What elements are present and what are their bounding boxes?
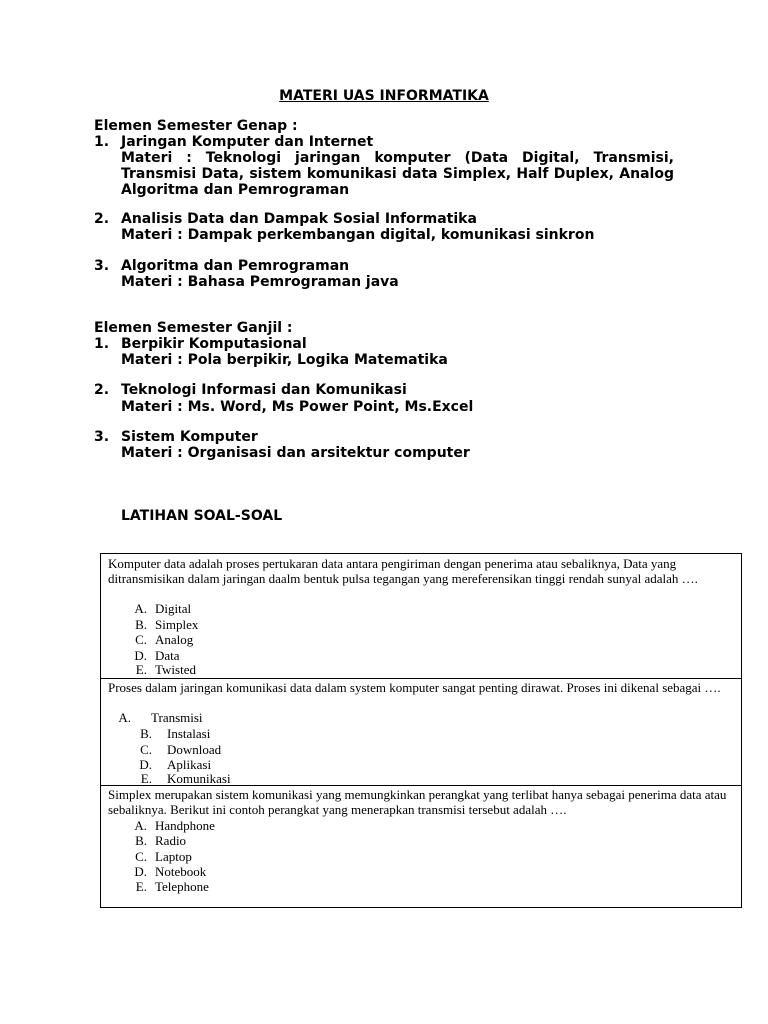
genap-item-1-materi: Materi : Teknologi jaringan komputer (Data Digital, Transmisi, Transmisi Data, sistem komunikasi data Simplex, Half Duplex, Analog Algoritma dan Pemrograman	[121, 150, 674, 198]
question-1-option-e: Twisted	[155, 662, 196, 677]
question-2-option-c-letter: C.	[140, 742, 152, 757]
question-2-option-e: Komunikasi	[167, 771, 231, 786]
question-2-option-d: Aplikasi	[167, 757, 212, 772]
question-1-option-a-letter: A.	[134, 601, 147, 616]
question-2-option-b-letter: B.	[140, 726, 152, 741]
question-2-option-d-letter: D.	[139, 757, 152, 772]
genap-item-2-title: Analisis Data dan Dampak Sosial Informatika	[121, 211, 477, 227]
semester-ganjil-label: Elemen Semester Ganjil :	[94, 320, 293, 336]
question-1-option-b-letter: B.	[135, 617, 147, 632]
question-1-option-c: Analog	[155, 632, 194, 647]
question-3-option-d: Notebook	[155, 864, 207, 879]
question-3-option-c: Laptop	[155, 849, 192, 864]
question-2-text: Proses dalam jaringan komunikasi data dalam system komputer sangat penting dirawat. Proses ini dikenal sebagai ….	[108, 680, 721, 695]
question-1-option-d: Data	[155, 648, 180, 663]
question-2-option-a-letter: A.	[118, 710, 131, 725]
genap-item-3-materi: Materi : Bahasa Pemrograman java	[121, 274, 399, 290]
document-title: MATERI UAS INFORMATIKA	[279, 88, 489, 104]
ganjil-item-2-materi: Materi : Ms. Word, Ms Power Point, Ms.Excel	[121, 399, 474, 415]
question-2-cell	[101, 678, 741, 785]
question-3-option-e-letter: E.	[135, 879, 147, 894]
question-1-option-e-letter: E.	[135, 662, 147, 677]
ganjil-item-1-materi: Materi : Pola berpikir, Logika Matematika	[121, 352, 448, 368]
semester-genap-label: Elemen Semester Genap :	[94, 118, 298, 134]
question-1-option-a: Digital	[155, 601, 192, 616]
question-1-option-b: Simplex	[155, 617, 199, 632]
ganjil-item-2-title: Teknologi Informasi dan Komunikasi	[121, 382, 407, 398]
question-3-cell	[101, 785, 741, 908]
question-3-option-b: Radio	[155, 833, 187, 848]
question-2-option-e-letter: E.	[140, 771, 152, 786]
question-3-option-a: Handphone	[155, 818, 215, 833]
question-2-option-a: Transmisi	[151, 710, 203, 725]
question-1-option-c-letter: C.	[135, 632, 147, 647]
question-2-option-c: Download	[167, 742, 222, 757]
question-3-option-c-letter: C.	[135, 849, 147, 864]
ganjil-item-1-title: Berpikir Komputasional	[121, 336, 307, 352]
question-3-option-a-letter: A.	[134, 818, 147, 833]
ganjil-item-2-number: 2.	[94, 382, 110, 398]
genap-item-1-title: Jaringan Komputer dan Internet	[121, 134, 374, 150]
ganjil-item-3-materi: Materi : Organisasi dan arsitektur computer	[121, 445, 470, 461]
question-3-option-e: Telephone	[155, 879, 209, 894]
question-3-text: Simplex merupakan sistem komunikasi yang memungkinkan perangkat yang terlibat hanya sebagai penerima data atau sebaliknya. Berikut ini contoh perangkat yang menerapkan transmisi tersebut adalah ….	[108, 787, 727, 817]
genap-item-2-number: 2.	[94, 211, 110, 227]
genap-item-1-number: 1.	[94, 134, 110, 150]
genap-item-2-materi: Materi : Dampak perkembangan digital, komunikasi sinkron	[121, 227, 595, 243]
ganjil-item-1-number: 1.	[94, 336, 110, 352]
latihan-heading: LATIHAN SOAL-SOAL	[121, 508, 283, 524]
genap-item-3-number: 3.	[94, 258, 110, 274]
question-2-option-b: Instalasi	[167, 726, 211, 741]
question-1-text: Komputer data adalah proses pertukaran data antara pengiriman dengan penerima atau sebaliknya, Data yang ditransmisikan dalam jaringan daalm bentuk pulsa tegangan yang mereferensikan tinggi rendah sunyal adalah ….	[108, 556, 698, 586]
question-1-cell	[101, 554, 741, 677]
quiz-table	[100, 553, 742, 908]
genap-item-3-title: Algoritma dan Pemrograman	[121, 258, 350, 274]
question-3-option-d-letter: D.	[134, 864, 147, 879]
question-3-option-b-letter: B.	[135, 833, 147, 848]
ganjil-item-3-number: 3.	[94, 429, 110, 445]
question-1-option-d-letter: D.	[134, 648, 147, 663]
ganjil-item-3-title: Sistem Komputer	[121, 429, 258, 445]
